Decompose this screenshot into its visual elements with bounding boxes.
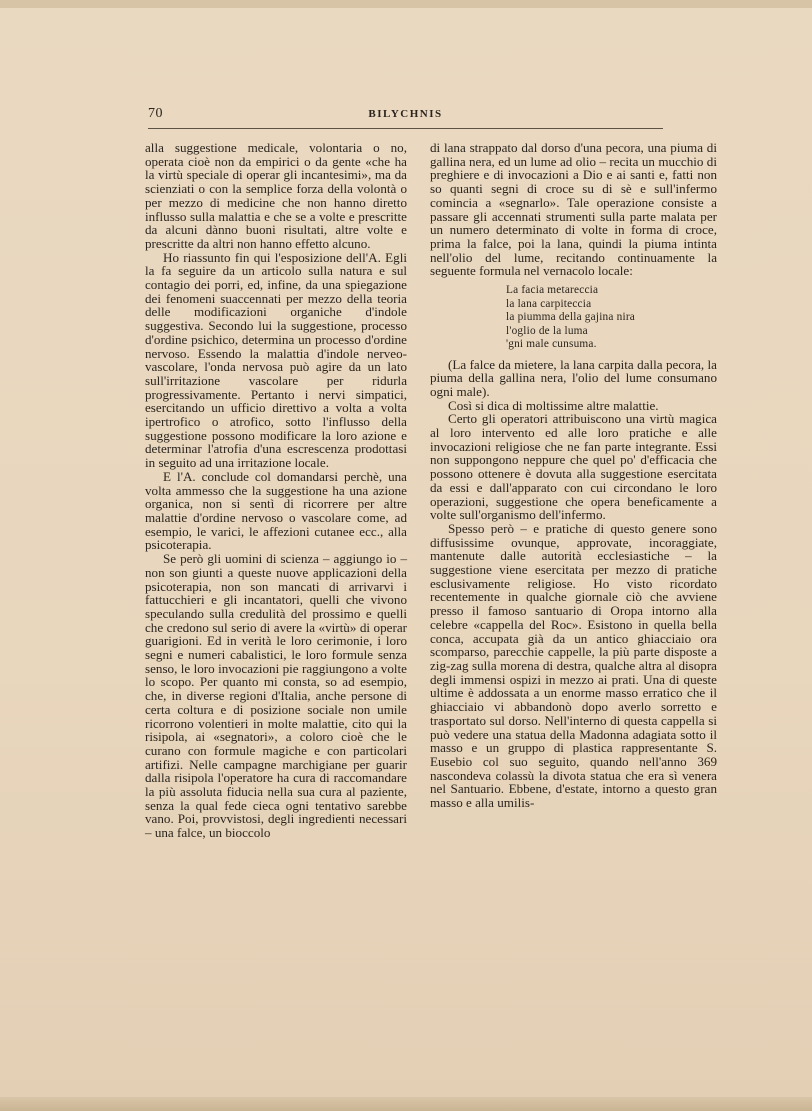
verse-line: 'gni male cunsuma. [506,338,597,351]
running-header [148,103,663,129]
paragraph: Spesso però – e pratiche di questo genere sono diffusissime ovunque, approvate, incoraggiate, mantenute dalle autorità ecclesiastiche – la suggestione viene esercitata per mezzo di pratiche esclusivamente religiose. Ho visto ricordato recentemente in qualche giornale ciò che avviene presso il famoso santuario di Oropa intorno alla celebre «cappella del Roc». Esistono in quella bella conca, accupata già da un antico ghiacciaio ora scomparso, parecchie cappelle, la più parte disposte a zig-zag sulla morena di destra, qualche altra al disopra degli immensi ospizi in mezzo ai prati. Una di queste ultime è addossata a un enorme masso erratico che il ghiacciaio vi abbandonò dopo averlo sorretto e trasportato sul dorso. Nell'interno di questa cappella si può vedere una statua della Madonna adagiata sotto il masso e un gruppo di plastica rappresentante S. Eusebio col suo seguito, quando nell'anno 369 nascondeva colassù la divota statua che era sì venera nel Santuario. Ebbene, d'estate, intorno a questo gran masso e alla umilis- [430,520,717,811]
running-title: BILYCHNIS [368,108,443,120]
page-number: 70 [148,106,163,121]
verse-line: la lana carpiteccia [506,297,592,310]
paragraph: Se però gli uomini di scienza – aggiungo io – non son giunti a queste nuove applicazioni della psicoterapia, non son mancati di arrivarvi i fattucchieri e gli incantatori, quelli che vivono speculando sulla credulità del prossimo e quelli che credono sul serio di avere la «virtù» di operar guarigioni. Ed in verità le loro cerimonie, i loro segni e numeri cabalistici, le loro formule senza senso, le loro invocazioni pie raggiungono a volte lo scopo. Per quanto mi consta, so ad esempio, che, in diverse regioni d'Italia, anche persone di certa coltura e di posizione sociale non umile ricorrono volentieri in molte malattie, cito qui la risipola, ai «segnatori», a coloro cioè che le curano con formule magiche e con particolari artifizi. Nelle campagne marchigiane per guarir dalla risipola l'operatore ha cura di raccomandare la più assoluta fiducia nella sua cura al paziente, senza la qual fede cieca ogni tentativo sarebbe vano. Poi, provvistosi, degli ingredienti necessari – una falce, un bioccolo [145,551,407,841]
page-top-edge [0,0,812,8]
paragraph: (La falce da mietere, la lana carpita dalla pecora, la piuma della gallina nera, l'olio del lume consumano ogni male). [430,356,717,399]
verse-line: l'oglio de la luma [506,324,588,337]
paragraph: E l'A. conclude col domandarsi perchè, una volta ammesso che la suggestione ha una azione organica, non si sentì di ricorrere per altre malattie d'ordine nervoso o vascolare come, ad esempio, le varici, le affezioni cutanee ecc., alla psicoterapia. [145,468,407,553]
paragraph: di lana strappato dal dorso d'una pecora, una piuma di gallina nera, ed un lume ad olio – recita un mucchio di preghiere e di invocazioni a Dio e ai santi e, fatti non so quanti segni di croce su di sè e sull'infermo comincia a «segnarlo». Tale operazione consiste a passare gli accennati strumenti sulla parte malata per un numero determinato di volte in forma di croce, prima la falce, poi la lana, quindi la piuma intinta nell'olio del lume, recitando continuamente la seguente formula nel vernacolo locale: [430,140,717,279]
dialect-verse [506,284,717,352]
right-column [430,141,717,810]
paragraph: Ho riassunto fin qui l'esposizione dell'A. Egli la fa seguire da un articolo sulla natura e sul contagio dei porri, ed, infine, da una spiegazione dei fenomeni suaccennati per mezzo della teoria delle modificazioni organiche d'indole suggestiva. Secondo lui la suggestione, processo d'ordine psichico, determina un processo d'ordine nervoso. Essendo la malattia d'indole nerveo-vascolare, l'onda nervosa può agire da un lato sull'irritazione vascolare per ridurla progressivamente. Pertanto i nervi simpatici, esercitando un ufficio direttivo a volta a volta ipertrofico o atrofico, sotto l'influsso della suggestione possono modificare la loro azione e determinar l'atrofia d'una escrescenza prodottasi in seguito ad una irritazione locale. [145,249,407,471]
paragraph: alla suggestione medicale, volontaria o no, operata cioè non da empirici o da gente «che ha la virtù speciale di operar gli incantesimi», ma da scienziati o con la semplice forza della volontà o per mezzo di medicine che non hanno diretto influsso sulla malattia e che se a volte e prescritte da alcuni dànno buoni risultati, altre volte e prescritte da altri non hanno effetto alcuno. [145,140,407,251]
page-bottom-edge [0,1097,812,1111]
paragraph: Certo gli operatori attribuiscono una virtù magica al loro intervento ed alle loro pratiche e alle invocazioni religiose che ne fan parte integrante. Essi non suppongono neppure che quel po' d'efficacia che possono ottenere è dovuta alla suggestione esercitata da essi e dall'apparato con cui circondano le loro operazioni, suggestione che opera beneficamente a volte sull'organismo dell'infermo. [430,411,717,523]
paragraph: Così si dica di moltissime altre malattie. [448,397,659,413]
header-rule [148,128,663,129]
verse-line: la piumma della gajina nira [506,311,635,324]
verse-line: La facia metareccia [506,284,599,297]
left-column [145,141,407,840]
